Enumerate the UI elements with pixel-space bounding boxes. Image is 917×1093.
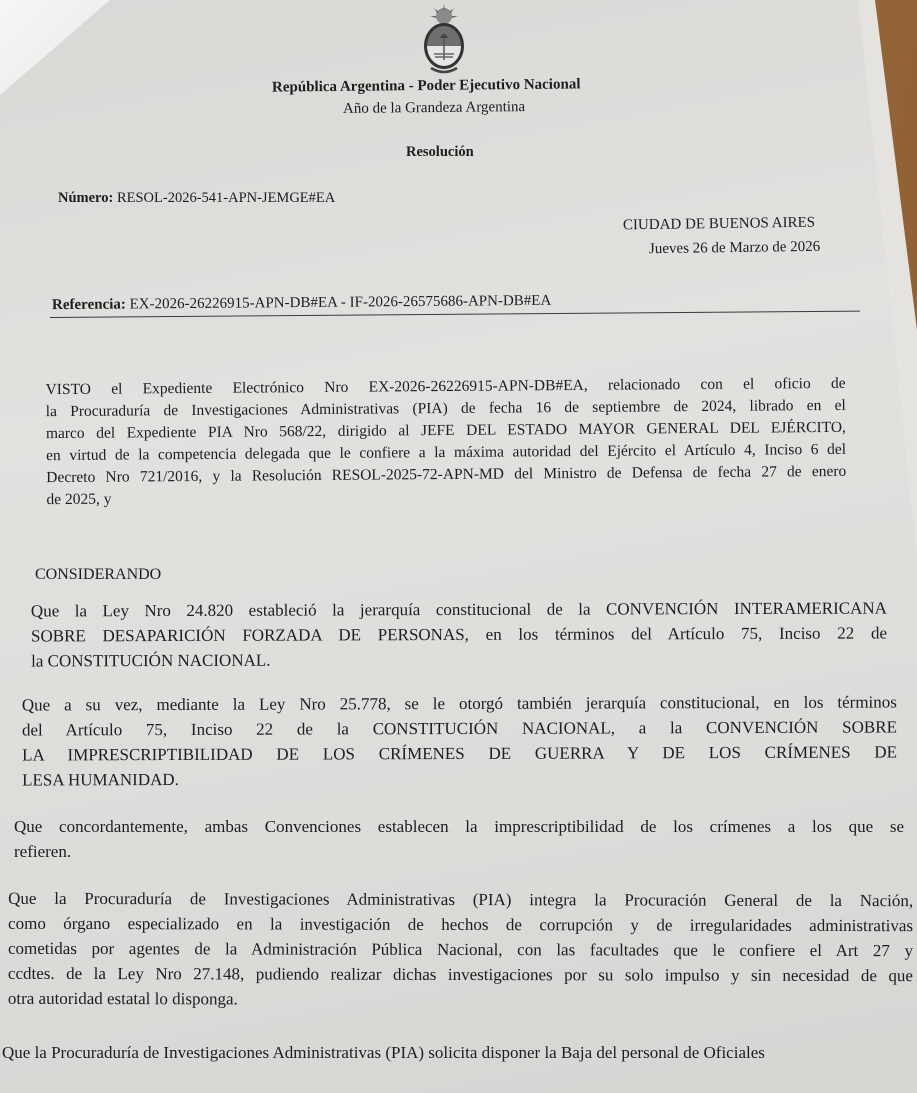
paragraph-line: VISTO el Expediente Electrónico Nro EX-2026-26226915-APN-DB#EA, relacionado con el oficio de [45, 374, 846, 399]
issuing-authority: República Argentina - Poder Ejecutivo Nacional [271, 76, 581, 96]
number-value: RESOL-2026-541-APN-JEMGE#EA [116, 190, 336, 206]
paragraph-line: Decreto Nro 721/2016, y la Resolución RESOL-2025-72-APN-MD del Ministro de Defensa de fecha 27 de enero [46, 462, 847, 487]
paragraph-line: ccdtes. de la Ley Nro 27.148, pudiendo realizar dichas investigaciones por su solo impulso y sin necesidad de que [7, 963, 913, 986]
paragraph-line: Que la Ley Nro 24.820 estableció la jerarquía constitucional de la CONVENCIÓN INTERAMERICANA [30, 598, 887, 621]
year-motto: Año de la Grandeza Argentina [342, 99, 526, 117]
reference-label: Referencia: [51, 296, 126, 314]
paragraph-line: cometidas por agentes de la Administración Pública Nacional, con las facultades que le confiere el Art 27 y [7, 938, 914, 961]
paragraph-line: Que concordantemente, ambas Convenciones establecen la imprescriptibilidad de los crímenes a los que se [14, 817, 904, 836]
paragraph-line: como órgano especializado en la investigación de hechos de corrupción y de irregularidades administrativas [8, 913, 914, 936]
paragraph-line: Que la Procuraduría de Investigaciones Administrativas (PIA) solicita disponer la Baja del personal de Oficiales [2, 1043, 765, 1062]
paragraph-line: LA IMPRESCRIPTIBILIDAD DE LOS CRÍMENES DE GUERRA Y DE LOS CRÍMENES DE [22, 742, 898, 765]
paragraph-line: SOBRE DESAPARICIÓN FORZADA DE PERSONAS, en los términos del Artículo 75, Inciso 22 de [30, 623, 888, 646]
considerando-paragraph-2 [22, 689, 897, 792]
paragraph-line: refieren. [14, 842, 72, 861]
resolution-number [58, 190, 335, 207]
paragraph-line: la CONSTITUCIÓN NACIONAL. [31, 650, 271, 671]
paragraph-line: Que la Procuraduría de Investigaciones Administrativas (PIA) integra la Procuración General de la Nación, [8, 888, 914, 911]
document-type: Resolución [406, 144, 474, 160]
coat-of-arms-emblem [417, 2, 471, 82]
considerando-paragraph-3 [14, 814, 904, 864]
paragraph-line: de 2025, y [46, 490, 112, 509]
city: CIUDAD DE BUENOS AIRES [622, 214, 816, 234]
considerando-paragraph-4 [8, 886, 913, 1013]
date: Jueves 26 de Marzo de 2026 [648, 238, 821, 258]
paragraph-line: Que a su vez, mediante la Ley Nro 25.778, se le otorgó también jerarquía constitucional, en los términos [21, 692, 897, 715]
paragraph-line: marco del Expediente PIA Nro 568/22, dirigido al JEFE DEL ESTADO MAYOR GENERAL DEL EJÉRCITO, [45, 418, 846, 443]
visto-paragraph [45, 373, 846, 511]
considerando-heading: CONSIDERANDO [35, 566, 162, 583]
number-label: Número: [58, 190, 114, 206]
paragraph-line: en virtud de la competencia delegada que le confiere a la máxima autoridad del Ejército el Artículo 4, Inciso 6 del [46, 440, 847, 465]
considerando-paragraph-5 [2, 1040, 917, 1065]
paragraph-line: otra autoridad estatal lo disponga. [7, 988, 238, 1009]
considerando-paragraph-1 [31, 596, 887, 674]
paragraph-line: LESA HUMANIDAD. [22, 769, 179, 790]
reference-value: EX-2026-26226915-APN-DB#EA - IF-2026-26575686-APN-DB#EA [129, 292, 552, 313]
paragraph-line: la Procuraduría de Investigaciones Administrativas (PIA) de fecha 16 de septiembre de 2024, librado en el [45, 396, 846, 421]
paragraph-line: del Artículo 75, Inciso 22 de la CONSTITUCIÓN NACIONAL, a la CONVENCIÓN SOBRE [21, 717, 897, 740]
